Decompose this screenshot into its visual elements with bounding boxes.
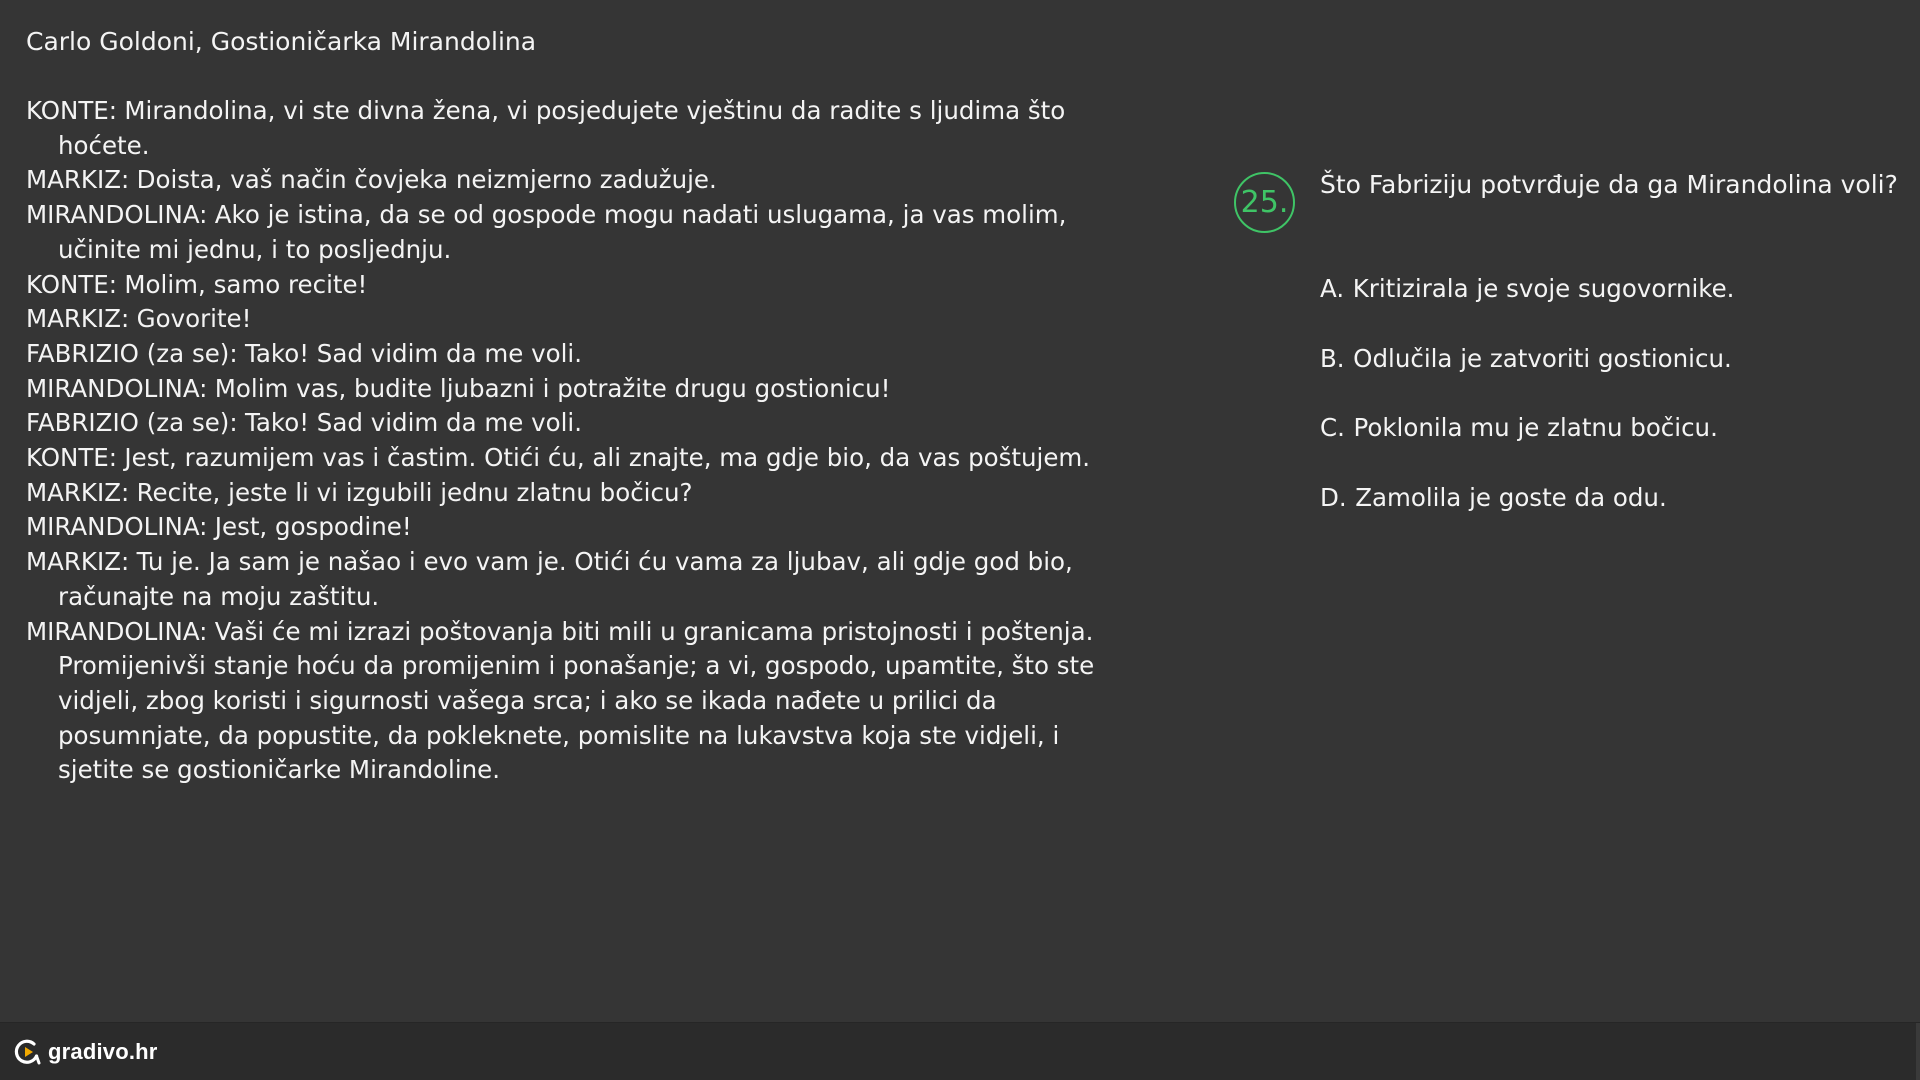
dialogue-line (26, 476, 1136, 511)
speaker-name: MARKIZ: (26, 165, 130, 195)
speaker-name: KONTE: (26, 269, 118, 299)
speaker-name: MIRANDOLINA: (26, 512, 208, 542)
answer-letter: C. (1320, 413, 1345, 442)
question-number-badge (1234, 172, 1295, 233)
answer-option-d[interactable] (1320, 480, 1734, 550)
speaker-name: MIRANDOLINA: (26, 373, 208, 403)
answer-letter: A. (1320, 274, 1345, 303)
brand-name: gradivo.hr (48, 1039, 158, 1064)
speech-text: Molim, samo recite! (124, 269, 368, 299)
speech-text: Recite, jeste li vi izgubili jednu zlatnu bočicu? (136, 477, 693, 507)
dialogue-excerpt (26, 94, 1136, 788)
dialogue-line (26, 545, 1136, 614)
speech-text: Tako! Sad vidim da me voli. (244, 338, 582, 368)
answer-text: Kritizirala je svoje sugovornike. (1352, 274, 1735, 303)
speaker-name: MARKIZ: (26, 477, 130, 507)
speaker-name: MIRANDOLINA: (26, 200, 208, 230)
source-title: Carlo Goldoni, Gostioničarka Mirandolina (26, 27, 537, 56)
dialogue-line (26, 337, 1136, 372)
question-text: Što Fabriziju potvrđuje da ga Mirandolina voli? (1320, 170, 1898, 199)
answer-option-a[interactable] (1320, 271, 1734, 341)
speech-text: Ako je istina, da se od gospode mogu nadati uslugama, ja vas molim, učinite mi jednu, i to posljednju. (58, 200, 1067, 264)
dialogue-line (26, 372, 1136, 407)
answer-text: Odlučila je zatvoriti gostionicu. (1353, 343, 1732, 373)
dialogue-line (26, 441, 1136, 476)
gradivo-logo-icon (12, 1037, 42, 1067)
speech-text: Molim vas, budite ljubazni i potražite drugu gostionicu! (214, 373, 891, 403)
question-number: 25. (1240, 184, 1289, 220)
speech-text: Doista, vaš način čovjeka neizmjerno zadužuje. (136, 165, 717, 195)
dialogue-line (26, 510, 1136, 545)
dialogue-line (26, 302, 1136, 337)
speech-text: Mirandolina, vi ste divna žena, vi posjedujete vještinu da radite s ljudima što hoćete. (58, 96, 1066, 160)
brand-logo[interactable] (12, 1037, 158, 1067)
speaker-name: FABRIZIO (za se): (26, 408, 238, 438)
dialogue-line (26, 94, 1136, 163)
speech-text: Jest, gospodine! (214, 512, 412, 542)
speech-text: Govorite! (136, 304, 252, 334)
answer-options (1320, 271, 1734, 549)
speech-text: Jest, razumijem vas i častim. Otići ću, ali znajte, ma gdje bio, da vas poštujem. (124, 443, 1091, 473)
speaker-name: FABRIZIO (za se): (26, 338, 238, 368)
dialogue-line (26, 163, 1136, 198)
speech-text: Tu je. Ja sam je našao i evo vam je. Otići ću vama za ljubav, ali gdje god bio, računajte na moju zaštitu. (58, 547, 1073, 611)
speaker-name: KONTE: (26, 96, 118, 125)
dialogue-line (26, 615, 1136, 789)
answer-option-b[interactable] (1320, 341, 1734, 411)
speaker-name: MARKIZ: (26, 547, 130, 577)
footer-edge (1916, 1023, 1920, 1080)
answer-letter: B. (1320, 343, 1345, 373)
speaker-name: MARKIZ: (26, 304, 130, 334)
answer-text: Zamolila je goste da odu. (1355, 482, 1667, 512)
speaker-name: KONTE: (26, 443, 118, 473)
dialogue-line (26, 268, 1136, 303)
speech-text: Tako! Sad vidim da me voli. (244, 408, 582, 438)
answer-letter: D. (1320, 482, 1347, 512)
footer-bar (0, 1022, 1920, 1080)
speech-text: Vaši će mi izrazi poštovanja biti mili u granicama pristojnosti i poštenja. Promijenivši stanje hoću da promijenim i ponašanje; a vi, gospodo, upamtite, što ste vidjeli, zbog koristi i sigurnosti vašega srca; i ako se ikada nađete u prilici da posumnjate, da popustite, da pokleknete, pomislite na lukavstva koja ste vidjeli, i sjetite se gostioničarke Mirandoline. (58, 616, 1095, 785)
answer-option-c[interactable] (1320, 410, 1734, 480)
speaker-name: MIRANDOLINA: (26, 616, 208, 646)
dialogue-line (26, 198, 1136, 267)
dialogue-line (26, 406, 1136, 441)
answer-text: Poklonila mu je zlatnu bočicu. (1353, 413, 1718, 442)
